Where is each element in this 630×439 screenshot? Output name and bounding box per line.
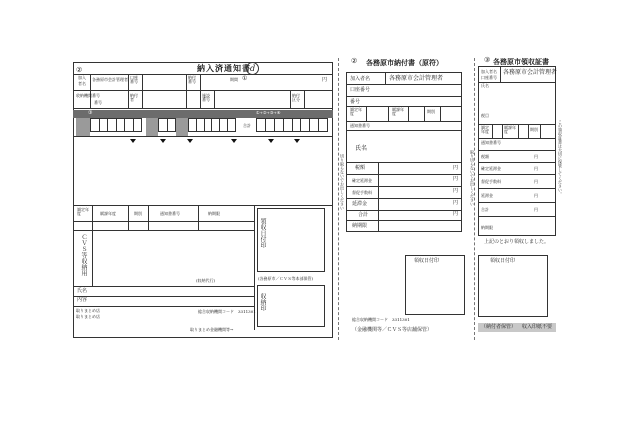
mid-row-late-fixed: 確定延滞金	[352, 178, 372, 183]
amount-section-no: ③	[88, 110, 93, 116]
right-section-number: ③	[484, 56, 491, 64]
right-row-fee-yen: 円	[534, 179, 538, 184]
digit-cells-3	[188, 118, 236, 132]
receipt-stamp-label-2: 収納印	[259, 293, 266, 311]
receipt-stamp-label: 領収日付印	[259, 218, 266, 248]
right-footer-right: 収入印紙不要	[522, 324, 553, 330]
footer-bank: 取りまとめ金融機関等→	[190, 327, 234, 332]
gov-label: 收納機関番号	[76, 93, 100, 98]
right-form	[478, 66, 556, 236]
mid-row-tax-yen: 円	[453, 165, 459, 171]
receipt-stamp-box	[257, 208, 325, 272]
mid-due-label: 納期限	[352, 223, 368, 229]
right-payer-name: 各務原市会計管理者	[503, 69, 558, 76]
right-row-tax: 税額	[481, 154, 489, 159]
header-due: 納期限	[208, 211, 220, 216]
digit-cells-1	[90, 118, 142, 132]
name-label: 氏名	[77, 288, 88, 294]
right-row-total: 合計	[481, 207, 489, 212]
right-footer-left: （納付者保管）	[481, 324, 517, 330]
right-notice-label: 通知書番号	[481, 140, 501, 145]
mid-footer-code: 総合収納機関コード 3311301	[352, 317, 410, 322]
right-row-late-yen: 円	[534, 193, 538, 198]
right-row-late-fixed: 確定延滞金	[481, 166, 501, 171]
mid-levy-label: 賦課年度	[392, 107, 404, 116]
mid-title: 各務原市納付書（原符）	[366, 58, 443, 67]
right-row-total-yen: 円	[534, 207, 538, 212]
mid-period-label: 期別	[427, 109, 435, 114]
seal-mark: d	[246, 62, 259, 75]
mid-row-late: 延滞金	[352, 201, 368, 207]
right-levy-label: 賦課年度	[504, 125, 516, 134]
payer-label-2: 者名	[78, 81, 86, 86]
left-title: 納入済通知書	[197, 63, 251, 73]
content-label: 内容	[77, 297, 88, 303]
mid-row-late-fixed-yen: 円	[453, 176, 459, 182]
mid-section-number: ②	[351, 57, 358, 65]
account-label: 口座番号	[130, 75, 138, 84]
mid-row-fee: 督促手数料	[352, 190, 372, 195]
dept2-label: 納付者	[130, 93, 138, 102]
right-row-fee: 督促手数料	[481, 179, 501, 184]
right-tax-label: 税目	[481, 113, 489, 118]
mid-code-label: 番号	[350, 99, 361, 105]
pay-div-label: 納付区分	[292, 93, 300, 102]
left-section-number: ②	[76, 66, 83, 74]
right-vertical-note: この領収証書は大切に保管してください。	[558, 120, 563, 196]
right-payer-label: 加入者名	[481, 69, 497, 74]
right-account-label: 口座番号	[481, 75, 497, 80]
mid-row-late-yen: 円	[453, 200, 459, 206]
bank-note-2: (各務原市／ＣＶＳ等本部保管)	[258, 276, 314, 281]
circle-1: ①	[242, 75, 248, 82]
dept-label: 納付番号	[188, 75, 196, 84]
right-title: 各務原市領収証書	[493, 57, 549, 66]
cvs-label: ＣＶＳ等収納用	[80, 234, 87, 276]
header-period: 期別	[134, 211, 142, 216]
right-receipt-stamp	[478, 255, 548, 317]
right-period-label: 期別	[530, 127, 538, 132]
mid-row-tax: 税額	[355, 165, 366, 171]
footer-small-2: 取りまとめ店	[76, 314, 100, 319]
mid-receipt-stamp	[405, 255, 465, 315]
mid-row-total-yen: 円	[453, 211, 459, 217]
mid-row-total: 合計	[358, 212, 369, 218]
mid-name-label: 氏名	[355, 145, 368, 152]
right-row-late-fixed-yen: 円	[534, 166, 538, 171]
bank-note: (収納代行)	[196, 278, 216, 283]
payer-name: 各務原市会計管理者	[92, 77, 128, 82]
gov2-label: 番号	[94, 100, 102, 105]
mid-payer-name: 各務原市会計管理者	[389, 75, 444, 82]
header-notice: 通知書番号	[160, 211, 180, 216]
totals-digits: ①+②+③+④	[256, 110, 281, 115]
right-fiscal-label: 調定年度	[481, 125, 489, 134]
right-row-tax-yen: 円	[534, 154, 538, 159]
period-label: 期間	[230, 77, 238, 82]
mid-vertical-note: 切り取らないでお出しください	[340, 154, 345, 210]
yen-top: 円	[322, 77, 328, 83]
footer-small-1: 取りまとめ店	[76, 308, 100, 313]
mid-fiscal-label: 調定年度	[350, 107, 362, 116]
right-due-label: 納期限	[481, 225, 493, 230]
mid-footer-bank: （金融機関等／ＣＶＳ等店舗保管）	[352, 327, 433, 333]
right-receipt-stamp-label: 領収日付印	[490, 258, 516, 264]
perforation-1	[338, 58, 339, 340]
receipt-stamp-box-2	[257, 285, 325, 327]
header-fiscal: 調定年度	[77, 207, 89, 216]
payer-label-1: 加入	[78, 75, 86, 80]
header-levy: 賦課年度	[100, 211, 116, 216]
mid-row-fee-yen: 円	[453, 188, 459, 194]
code-label: 施設番号	[202, 93, 210, 102]
footer-code: 総合収納機関コード 3311301	[198, 309, 256, 314]
right-received-text: 上記のとおり領収しました。	[484, 239, 550, 245]
right-vertical-note-2: 取り切らないでお出しください	[470, 150, 475, 206]
mid-account-label: 口座番号	[350, 87, 371, 93]
digit-cells-2	[158, 118, 176, 132]
mid-payer-label: 加入者名	[350, 76, 371, 82]
right-row-late: 延滞金	[481, 193, 493, 198]
mid-notice-label: 通知書番号	[350, 123, 370, 128]
right-person-label: 氏名	[481, 83, 489, 88]
digit-band	[73, 110, 333, 118]
mid-receipt-stamp-label: 領収日付印	[414, 258, 440, 264]
digit-cells-4	[256, 118, 328, 132]
totals-label: 合計	[243, 123, 251, 128]
